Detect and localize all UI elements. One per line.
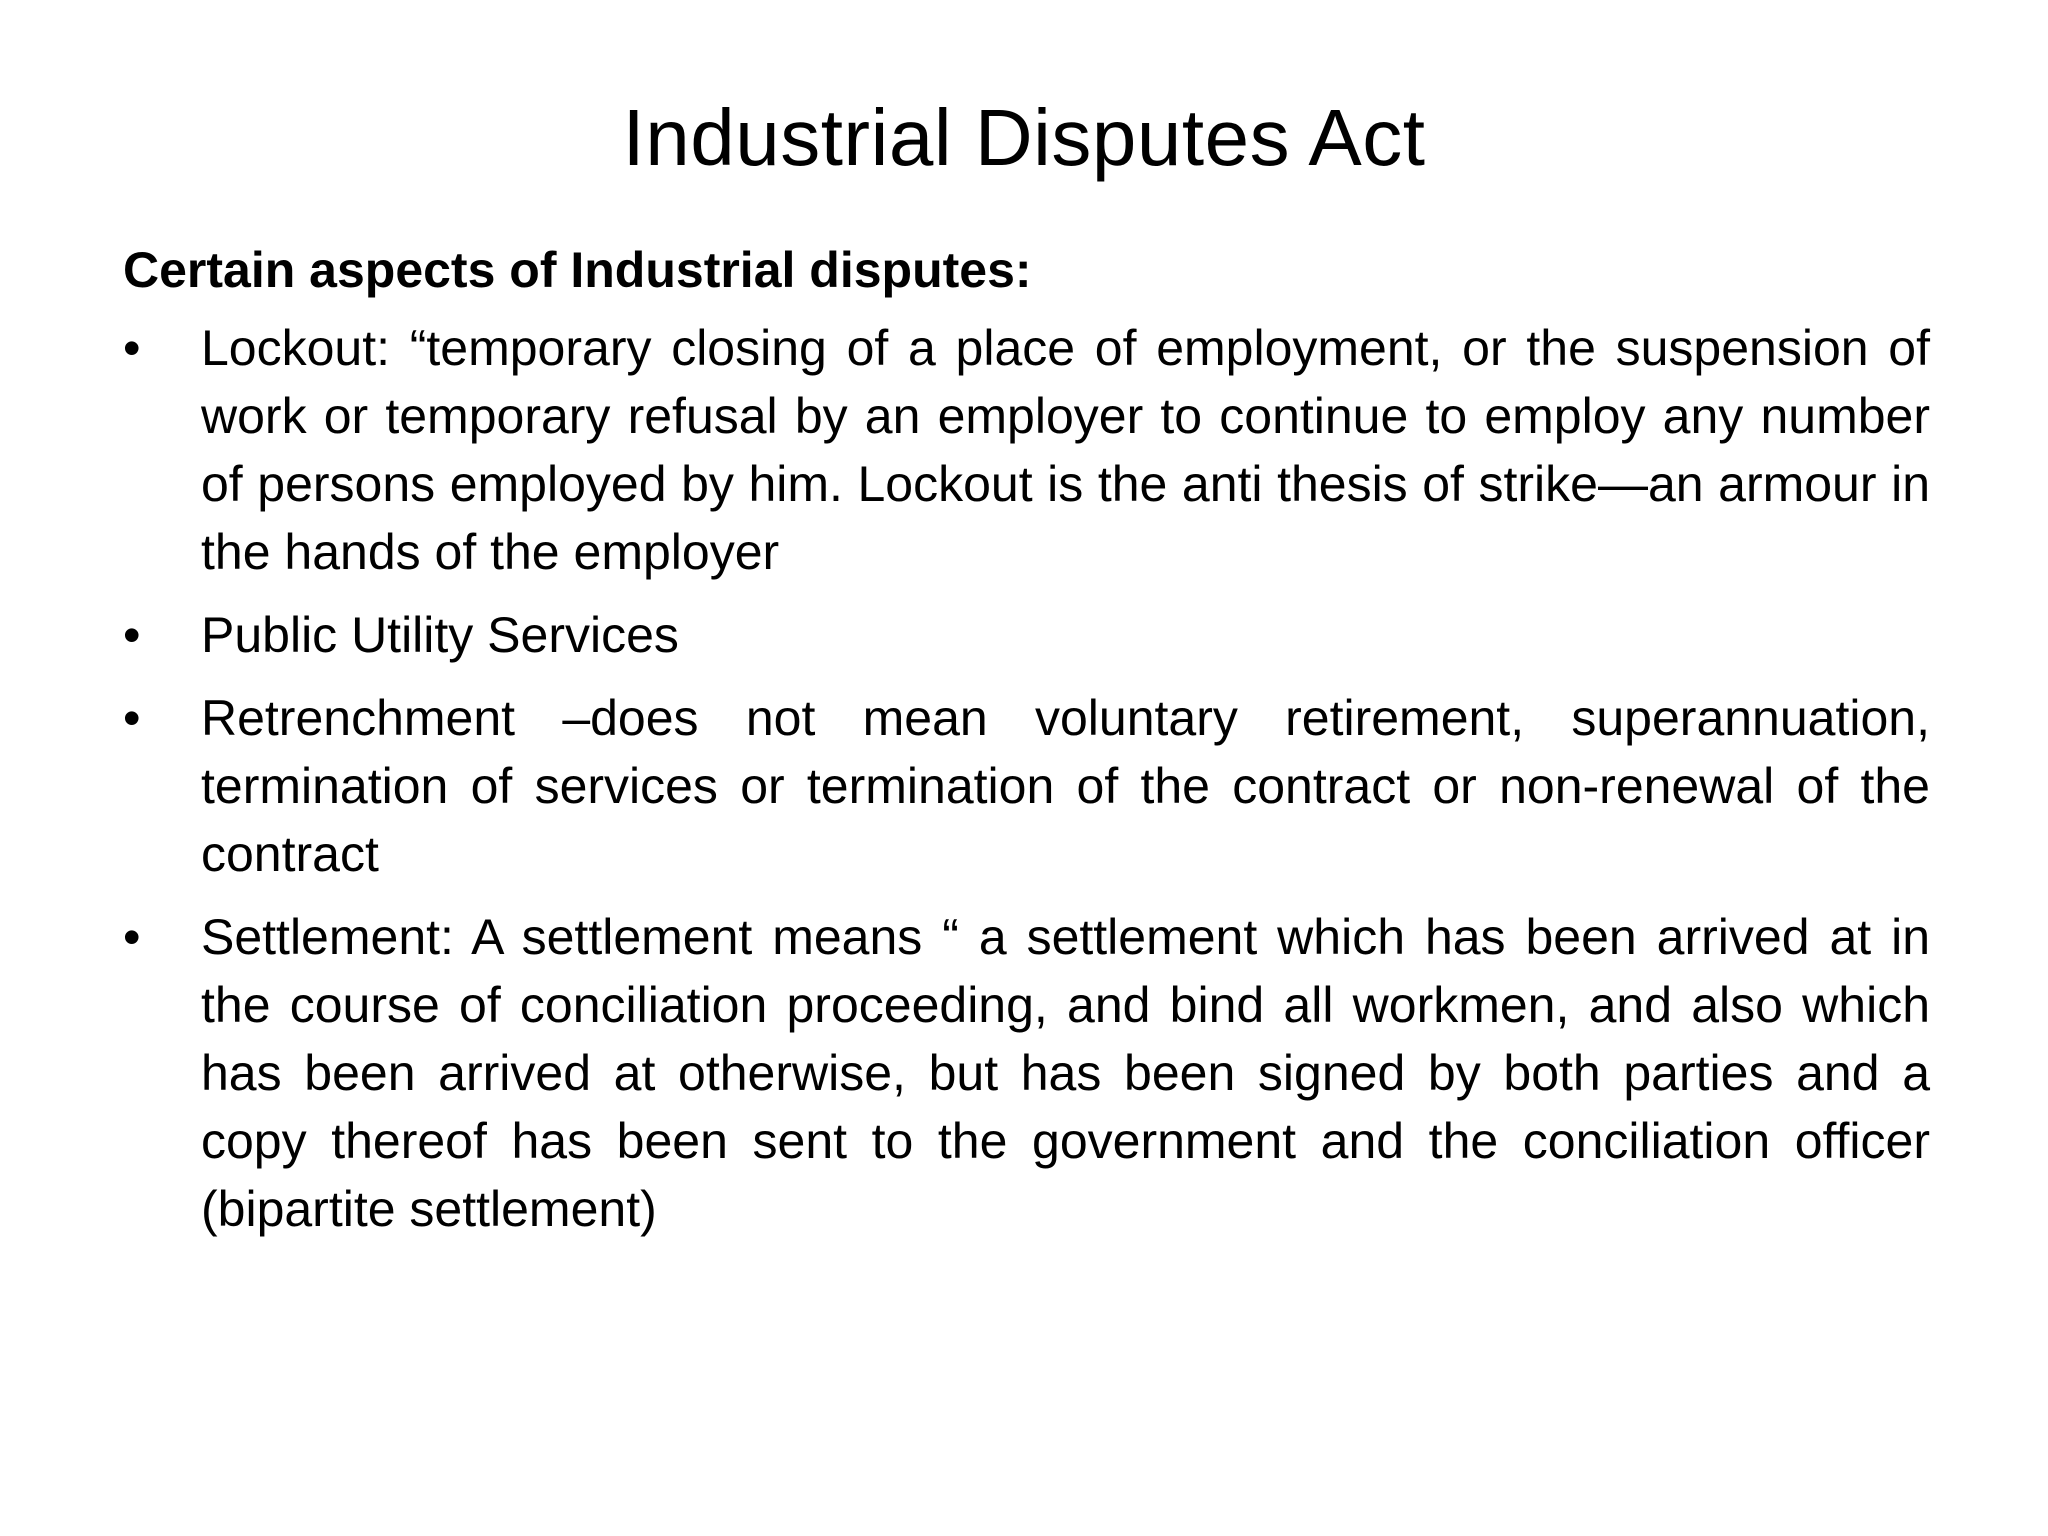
bullet-public-utility-services [123, 601, 1930, 669]
bullet-text: Settlement: A settlement means “ a settlement which has been arrived at in the course of conciliation proceeding, and bind all workmen, and also which has been arrived at otherwise, but has been signed by both parties and a copy thereof has been sent to the government and the conciliation officer (bipartite settlement) [201, 909, 1930, 1237]
slide-body [123, 240, 1930, 1258]
bullet-text: Public Utility Services [201, 607, 679, 663]
bullet-icon: • [123, 690, 141, 746]
bullet-text: Lockout: “temporary closing of a place of employment, or the suspension of work or temporary refusal by an employer to continue to employ any number of persons employed by him. Lockout is the anti thesis of strike—an armour in the hands of the employer [201, 320, 1930, 580]
bullet-text: Retrenchment –does not mean voluntary retirement, superannuation, termination of services or termination of the contract or non-renewal of the contract [201, 690, 1930, 882]
slide-title: Industrial Disputes Act [622, 93, 1426, 182]
bullet-settlement [123, 903, 1930, 1243]
subheading: Certain aspects of Industrial disputes: [123, 242, 1032, 298]
bullet-list [123, 314, 1930, 1243]
bullet-lockout [123, 314, 1930, 586]
bullet-icon: • [123, 909, 141, 965]
bullet-retrenchment [123, 684, 1930, 888]
bullet-icon: • [123, 607, 141, 663]
bullet-icon: • [123, 320, 141, 376]
